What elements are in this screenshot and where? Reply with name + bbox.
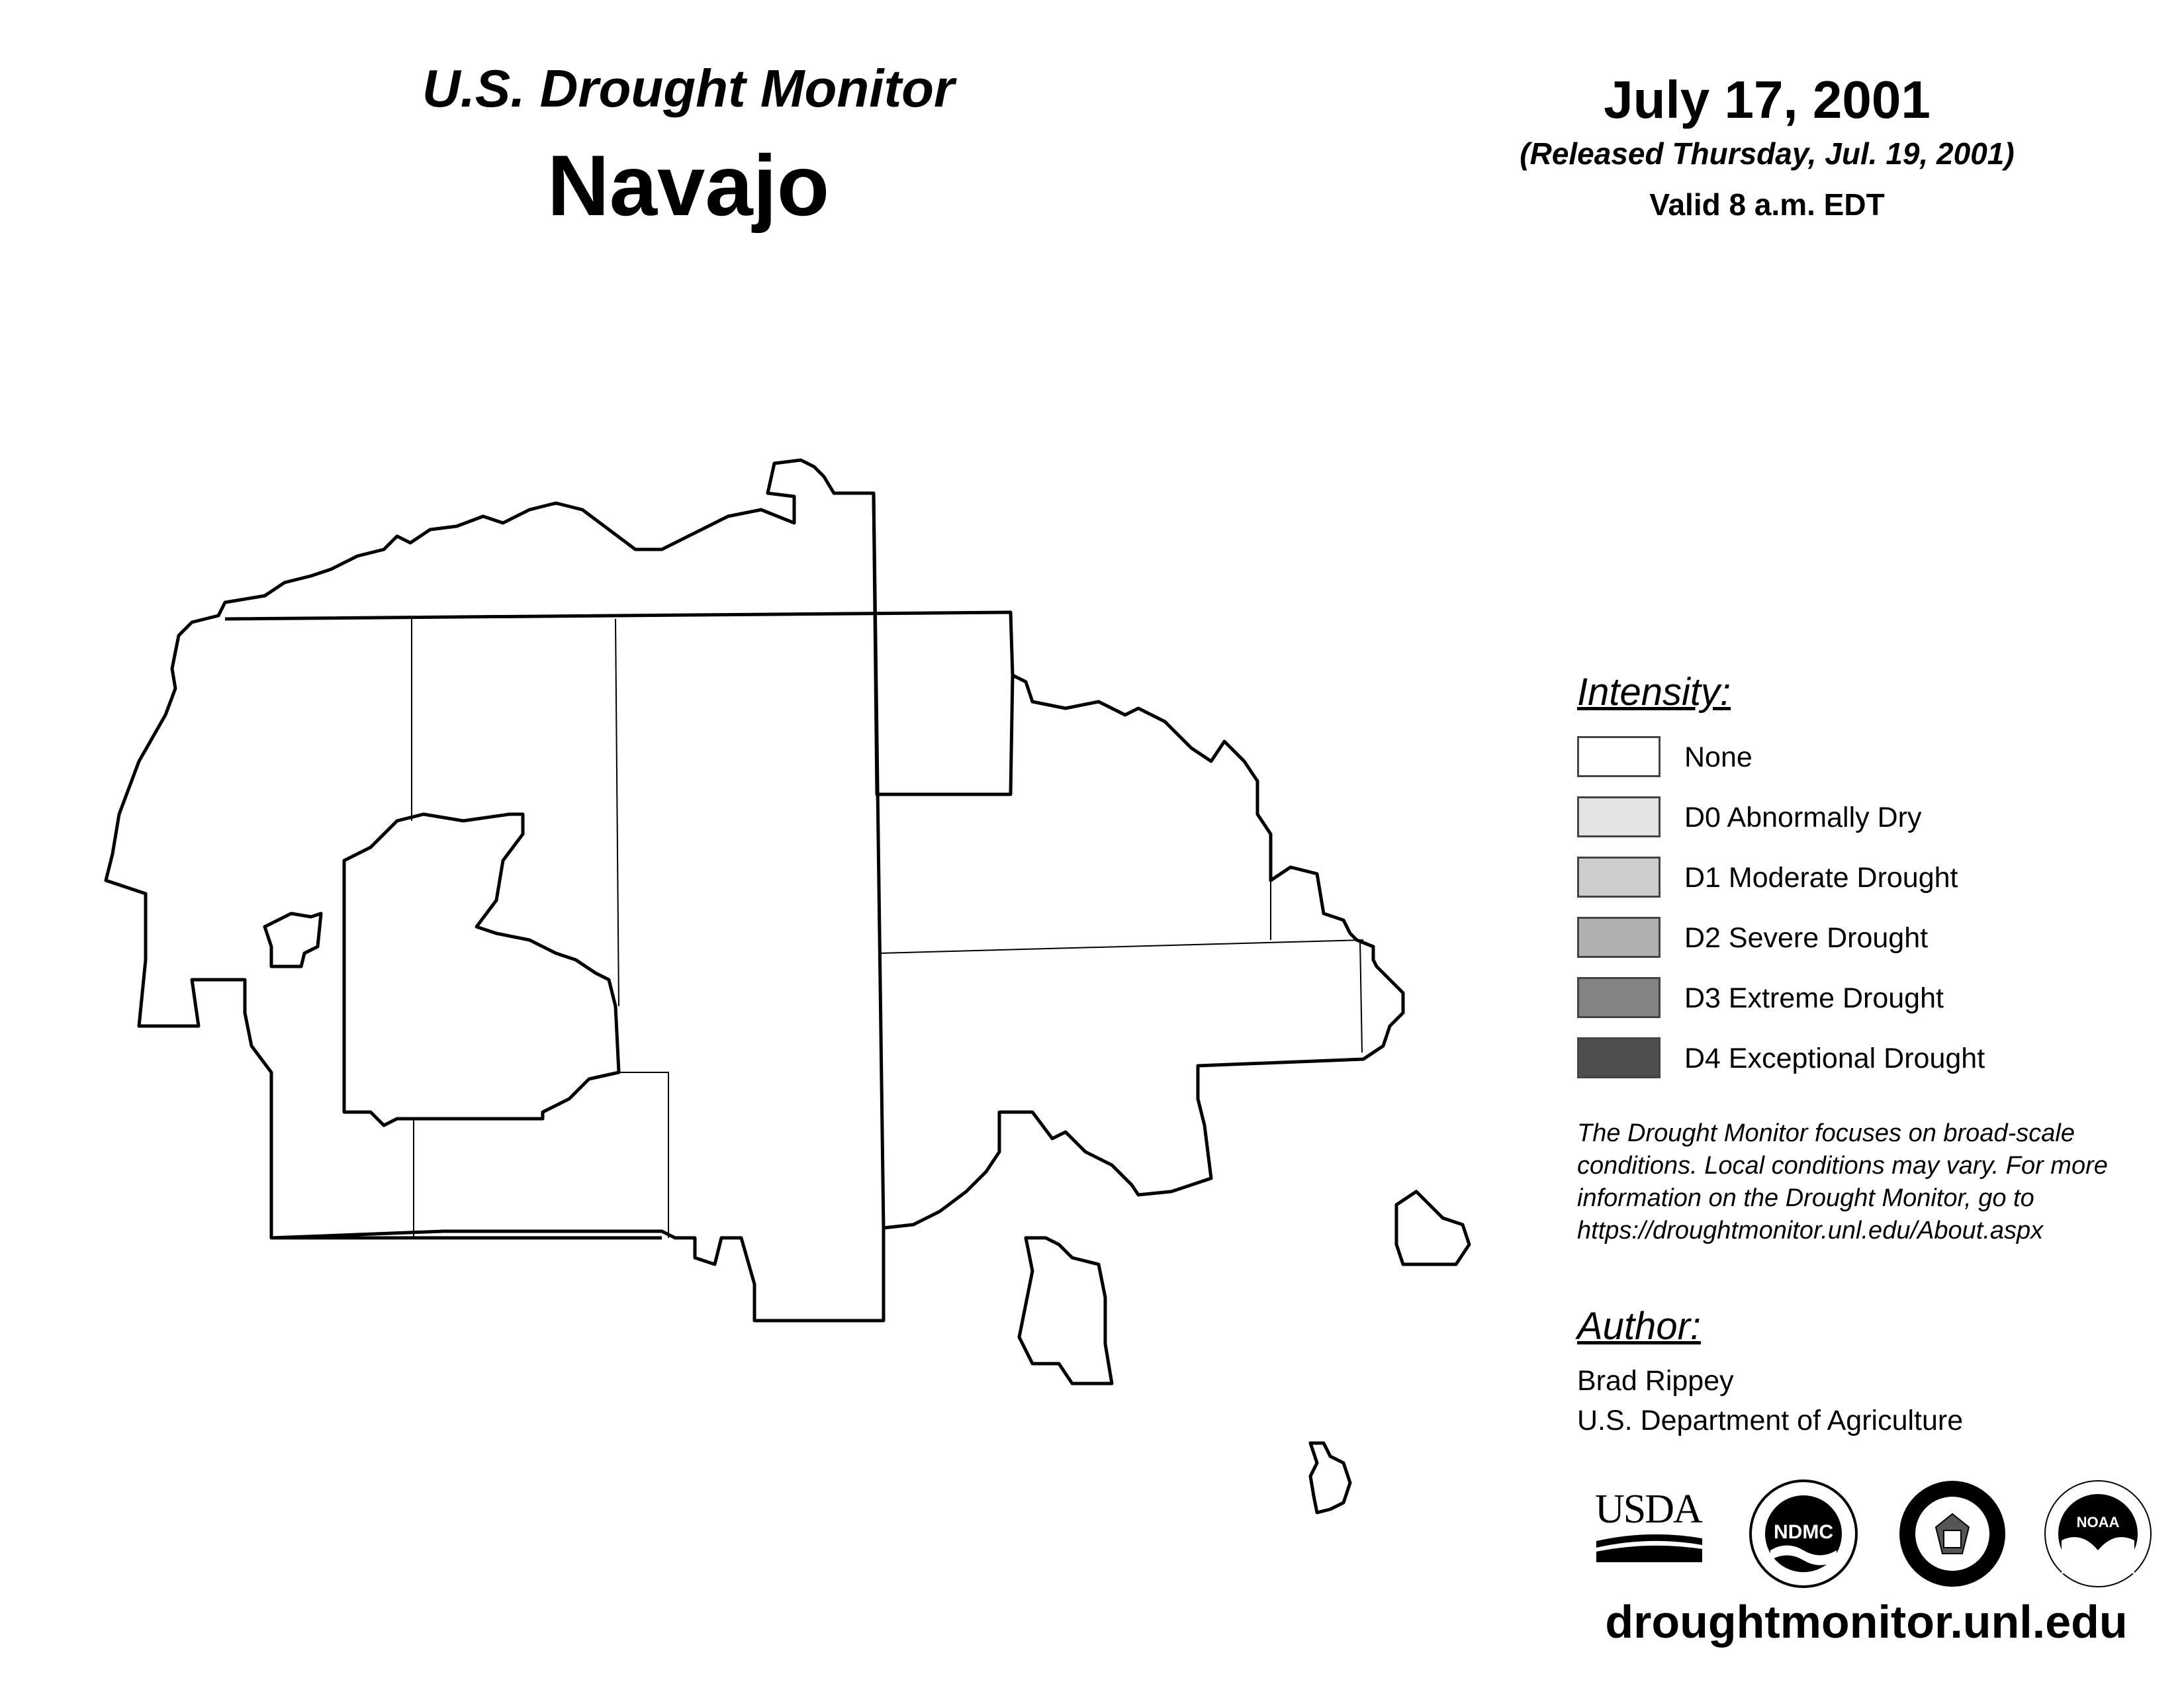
legend-swatch-d3: [1577, 977, 1661, 1018]
legend-heading: Intensity:: [1577, 671, 1731, 714]
usda-logo-text: USDA: [1595, 1487, 1702, 1532]
note-line-3: information on the Drought Monitor, go to: [1577, 1184, 2034, 1212]
site-url[interactable]: droughtmonitor.unl.edu: [1605, 1596, 2128, 1648]
ndmc-logo-text: NDMC: [1774, 1521, 1833, 1543]
legend-swatch-d2: [1577, 917, 1661, 958]
note-line-2: conditions. Local conditions may vary. For more: [1577, 1152, 2108, 1180]
author-agency: U.S. Department of Agriculture: [1577, 1405, 1964, 1436]
noaa-logo-text: NOAA: [2076, 1514, 2120, 1530]
island-cluster: [1019, 1238, 1112, 1383]
map-date: July 17, 2001: [1604, 70, 1931, 129]
legend-swatch-d0: [1577, 796, 1661, 837]
commerce-logo: [1896, 1477, 2009, 1590]
note-url[interactable]: https://droughtmonitor.unl.edu/About.aspx: [1577, 1217, 2044, 1244]
map-title: U.S. Drought Monitor: [422, 59, 955, 118]
noaa-logo: [2042, 1477, 2154, 1590]
legend-label-d0: D0 Abnormally Dry: [1684, 802, 1922, 833]
author-heading: Author:: [1577, 1305, 1701, 1348]
legend-label-d3: D3 Extreme Drought: [1684, 982, 1944, 1014]
ndmc-logo: [1747, 1477, 1860, 1590]
island-east: [1396, 1192, 1469, 1264]
island-south: [1310, 1443, 1350, 1513]
usda-logo-mark: [1596, 1529, 1702, 1562]
author-name: Brad Rippey: [1577, 1365, 1734, 1397]
legend-label-d4: D4 Exceptional Drought: [1684, 1043, 1985, 1074]
note-line-1: The Drought Monitor focuses on broad-scale: [1577, 1119, 2075, 1147]
region-title: Navajo: [547, 137, 830, 234]
legend-label-d1: D1 Moderate Drought: [1684, 862, 1958, 894]
legend-label-none: None: [1684, 741, 1752, 773]
drought-monitor-note: [1577, 1117, 2173, 1247]
legend-swatch-none: [1577, 736, 1661, 777]
release-date: (Released Thursday, Jul. 19, 2001): [1520, 136, 2015, 171]
legend-label-d2: D2 Severe Drought: [1684, 922, 1929, 954]
valid-time: Valid 8 a.m. EDT: [1649, 187, 1885, 222]
navajo-boundary: [106, 460, 1403, 1321]
legend-swatch-d4: [1577, 1037, 1661, 1078]
legend-swatch-d1: [1577, 857, 1661, 898]
